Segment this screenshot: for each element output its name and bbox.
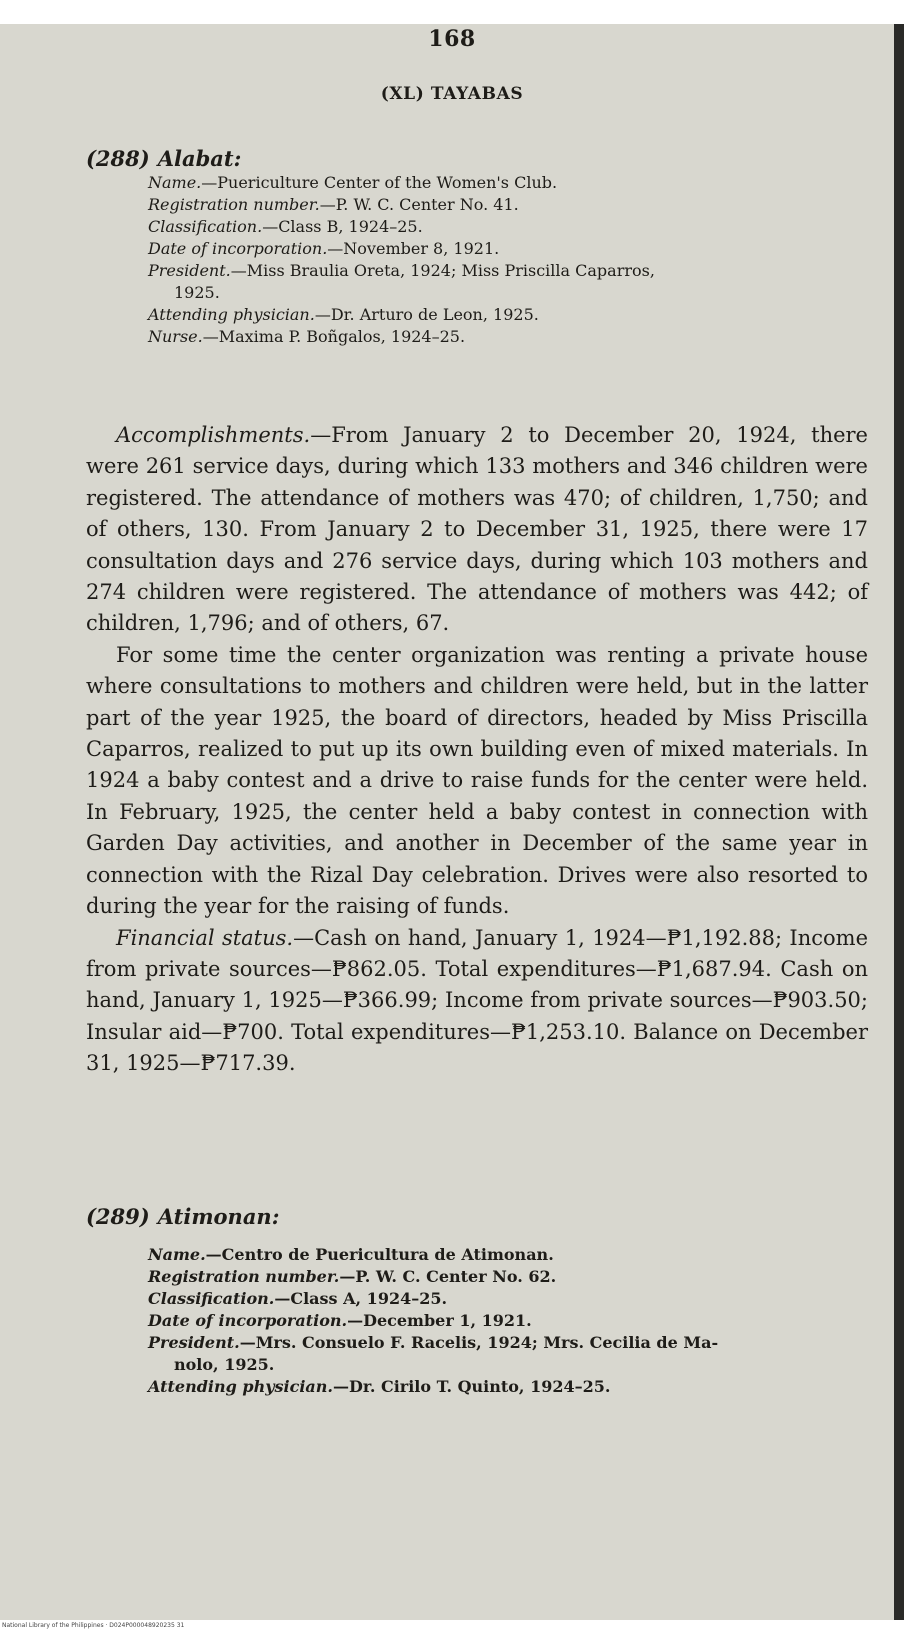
field-president: President.—Miss Braulia Oreta, 1924; Miss Priscilla Caparros, 1925.	[148, 261, 655, 302]
field-physician: Attending physician.—Dr. Cirilo T. Quinto, 1924–25.	[148, 1377, 611, 1396]
field-incorporation: Date of incorporation.—December 1, 1921.	[148, 1311, 532, 1330]
entry-number: (289)	[86, 1204, 150, 1229]
top-margin	[0, 0, 904, 24]
entry-288-fields	[148, 172, 868, 348]
history-paragraph: For some time the center organization was renting a private house where consultations to mothers and children were held, but in the latter part of the year 1925, the board of directors, headed by Miss Priscilla Caparros, realized to put up its own building even of mixed materials. In 1924 a baby contest and a drive to raise funds for the center were held. In February, 1925, the center held a baby contest in connection with Garden Day activities, and another in December of the same year in connection with the Rizal Day celebration. Drives were also resorted to during the year for the raising of funds.	[86, 642, 868, 919]
field-president: President.—Mrs. Consuelo F. Racelis, 1924; Mrs. Cecilia de Ma- nolo, 1925.	[148, 1333, 719, 1374]
entry-heading-288	[86, 146, 241, 171]
field-physician: Attending physician.—Dr. Arturo de Leon, 1925.	[148, 305, 539, 324]
entry-place: Atimonan:	[157, 1204, 280, 1229]
scan-edge	[894, 24, 904, 1620]
field-classification: Classification.—Class B, 1924–25.	[148, 217, 423, 236]
footer-credit: National Library of the Philippines · D024P000048920235 31	[2, 1622, 185, 1629]
financial-paragraph: Financial status.—Cash on hand, January 1, 1924—₱1,192.88; Income from private sources—₱862.05. Total expenditures—₱1,687.94. Cash on hand, January 1, 1925—₱366.99; Income from private sources—₱903.50; Insular aid—₱700. Total expenditures—₱1,253.10. Balance on December 31, 1925—₱717.39.	[86, 925, 868, 1076]
page-number: 168	[428, 26, 476, 52]
field-name: Name.—Puericulture Center of the Women's Club.	[148, 173, 558, 192]
accomplishments-paragraph: Accomplishments.—From January 2 to December 20, 1924, there were 261 service days, during which 133 mothers and 346 children were registered. The attendance of mothers was 470; of children, 1,750; and of others, 130. From January 2 to December 31, 1925, there were 17 consultation days and 276 service days, during which 103 mothers and 274 children were registered. The attendance of mothers was 442; of children, 1,796; and of others, 67.	[86, 423, 868, 636]
field-classification: Classification.—Class A, 1924–25.	[148, 1289, 448, 1308]
entry-289-fields	[148, 1244, 868, 1398]
field-name: Name.—Centro de Puericultura de Atimonan.	[148, 1245, 554, 1264]
field-incorporation: Date of incorporation.—November 8, 1921.	[148, 239, 500, 258]
entry-number: (288)	[86, 146, 150, 171]
field-registration: Registration number.—P. W. C. Center No. 41.	[148, 195, 519, 214]
entry-place: Alabat:	[157, 146, 242, 171]
field-registration: Registration number.—P. W. C. Center No. 62.	[148, 1267, 557, 1286]
entry-heading-289	[86, 1204, 279, 1229]
field-nurse: Nurse.—Maxima P. Boñgalos, 1924–25.	[148, 327, 466, 346]
section-title: (XL) TAYABAS	[380, 84, 524, 104]
entry-288-body	[86, 420, 868, 1080]
